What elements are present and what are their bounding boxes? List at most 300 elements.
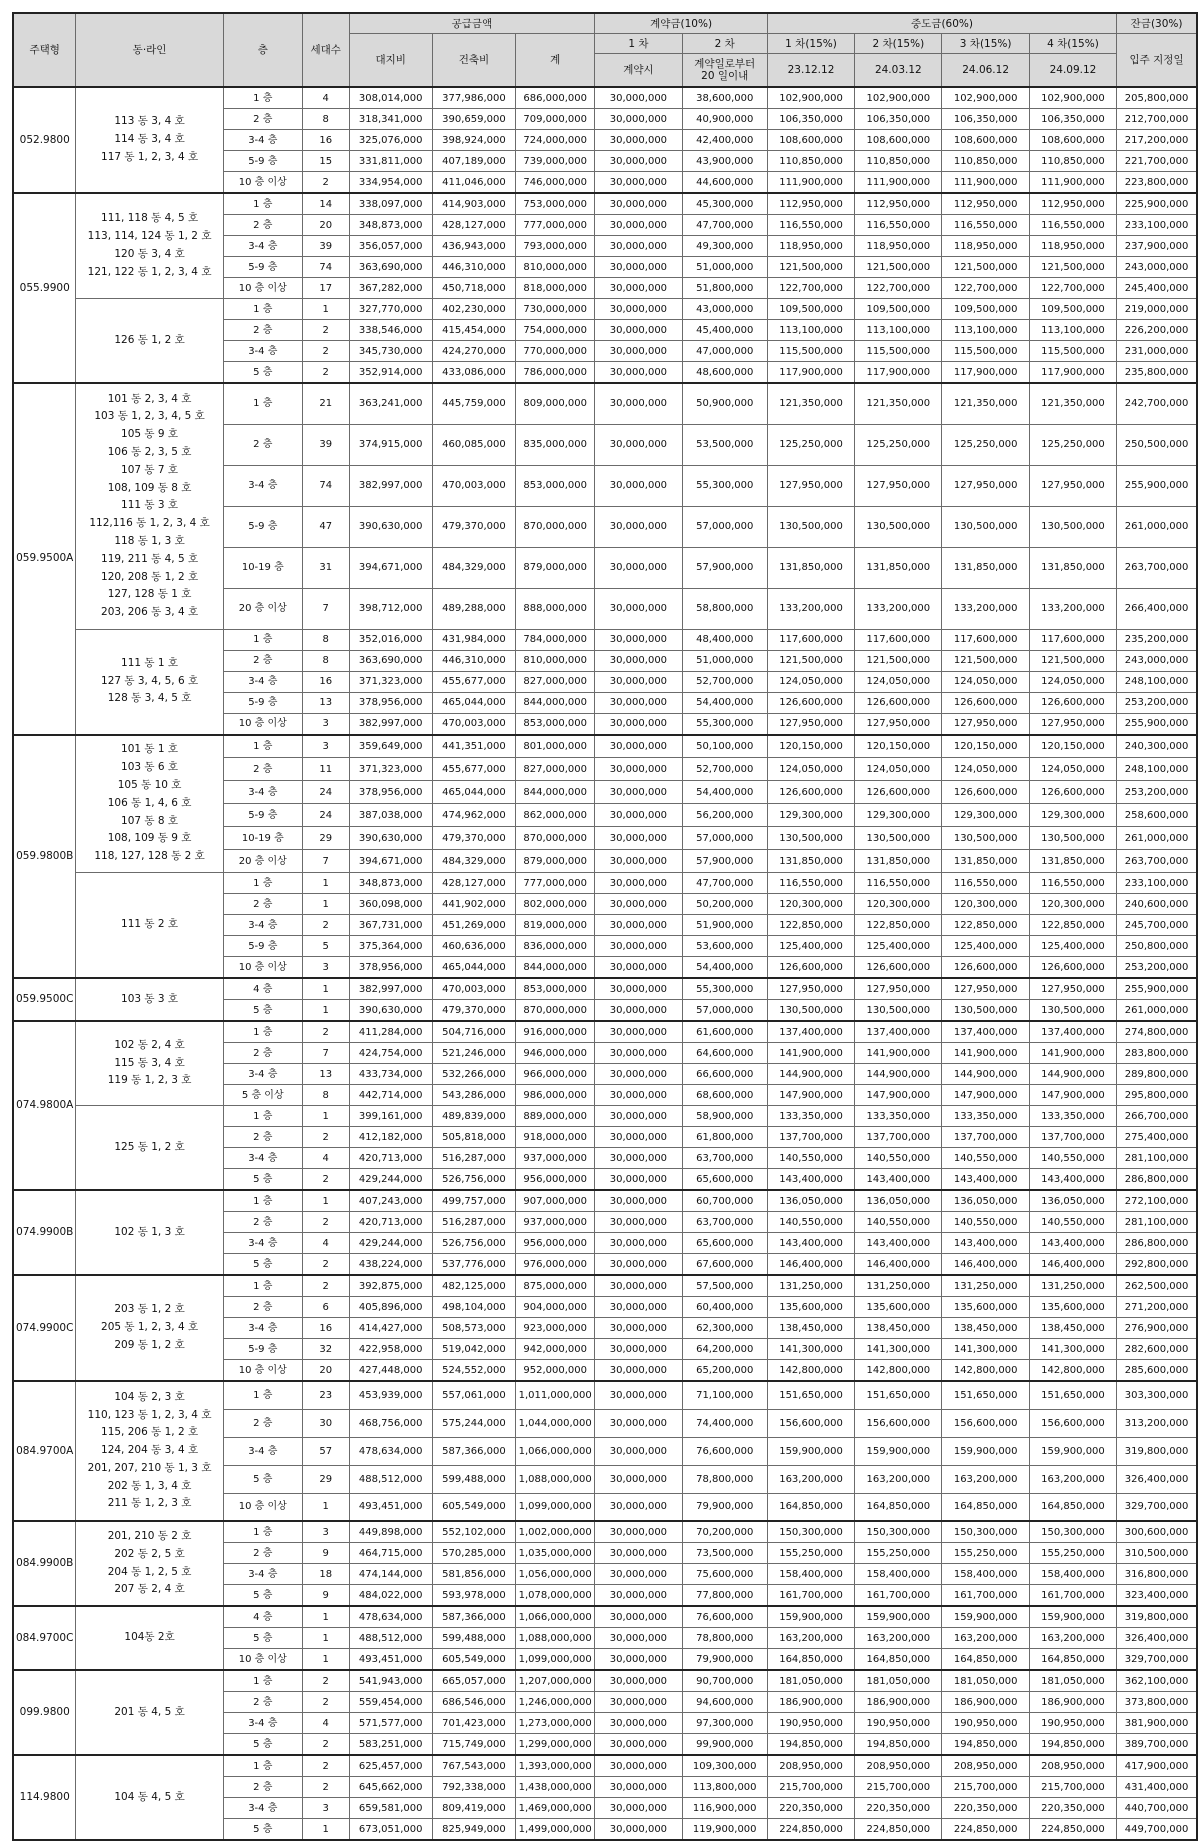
deposit2-cell: 109,300,000 bbox=[682, 1755, 767, 1777]
deposit2-cell: 57,500,000 bbox=[682, 1275, 767, 1297]
floor-cell: 3-4 층 bbox=[223, 236, 302, 257]
dong-line: 201, 207, 210 동 1, 3 호 bbox=[87, 1461, 212, 1474]
land-cell: 390,630,000 bbox=[349, 1000, 432, 1022]
total-cell: 844,000,000 bbox=[516, 957, 595, 979]
building-cell: 451,269,000 bbox=[432, 915, 515, 936]
interim3-cell: 109,500,000 bbox=[942, 299, 1029, 320]
balance-cell: 253,200,000 bbox=[1117, 957, 1197, 979]
total-cell: 870,000,000 bbox=[516, 506, 595, 547]
land-cell: 352,914,000 bbox=[349, 362, 432, 384]
interim1-cell: 106,350,000 bbox=[767, 109, 854, 130]
floor-cell: 3-4 층 bbox=[223, 1064, 302, 1085]
interim1-cell: 141,300,000 bbox=[767, 1339, 854, 1360]
interim3-cell: 140,550,000 bbox=[942, 1212, 1029, 1233]
balance-cell: 286,800,000 bbox=[1117, 1233, 1197, 1254]
land-cell: 464,715,000 bbox=[349, 1543, 432, 1564]
units-cell: 39 bbox=[302, 236, 349, 257]
dong-line: 120, 208 동 1, 2 호 bbox=[101, 570, 199, 583]
interim1-cell: 159,900,000 bbox=[767, 1437, 854, 1465]
interim4-cell: 112,950,000 bbox=[1029, 193, 1116, 215]
dong-line: 102 동 2, 4 호 bbox=[114, 1038, 185, 1051]
interim3-cell: 110,850,000 bbox=[942, 151, 1029, 172]
interim4-cell: 144,900,000 bbox=[1029, 1064, 1116, 1085]
land-cell: 398,712,000 bbox=[349, 588, 432, 629]
total-cell: 956,000,000 bbox=[516, 1233, 595, 1254]
interim2-cell: 127,950,000 bbox=[855, 978, 942, 1000]
deposit2-cell: 62,300,000 bbox=[682, 1318, 767, 1339]
deposit2-cell: 50,100,000 bbox=[682, 735, 767, 758]
interim2-cell: 124,050,000 bbox=[855, 758, 942, 781]
interim2-cell: 158,400,000 bbox=[855, 1564, 942, 1585]
interim1-cell: 118,950,000 bbox=[767, 236, 854, 257]
deposit1-cell: 30,000,000 bbox=[595, 1190, 682, 1212]
dong-line: 204 동 1, 2, 5 호 bbox=[107, 1565, 192, 1578]
total-cell: 956,000,000 bbox=[516, 1169, 595, 1191]
interim1-cell: 117,900,000 bbox=[767, 362, 854, 384]
building-cell: 499,757,000 bbox=[432, 1190, 515, 1212]
deposit1-cell: 30,000,000 bbox=[595, 1585, 682, 1607]
deposit2-cell: 44,600,000 bbox=[682, 172, 767, 194]
balance-cell: 233,100,000 bbox=[1117, 873, 1197, 894]
interim3-cell: 141,900,000 bbox=[942, 1043, 1029, 1064]
floor-cell: 2 층 bbox=[223, 1297, 302, 1318]
interim2-cell: 121,500,000 bbox=[855, 257, 942, 278]
table-body bbox=[13, 87, 1197, 1840]
interim4-cell: 164,850,000 bbox=[1029, 1649, 1116, 1671]
building-cell: 479,370,000 bbox=[432, 506, 515, 547]
land-cell: 378,956,000 bbox=[349, 957, 432, 979]
units-cell: 2 bbox=[302, 320, 349, 341]
deposit1-cell: 30,000,000 bbox=[595, 172, 682, 194]
deposit1-cell: 30,000,000 bbox=[595, 781, 682, 804]
interim1-cell: 111,900,000 bbox=[767, 172, 854, 194]
col-header-land: 대지비 bbox=[349, 34, 432, 88]
interim4-cell: 113,100,000 bbox=[1029, 320, 1116, 341]
building-cell: 557,061,000 bbox=[432, 1381, 515, 1409]
balance-cell: 303,300,000 bbox=[1117, 1381, 1197, 1409]
total-cell: 724,000,000 bbox=[516, 130, 595, 151]
land-cell: 412,182,000 bbox=[349, 1127, 432, 1148]
balance-cell: 219,000,000 bbox=[1117, 299, 1197, 320]
deposit1-cell: 30,000,000 bbox=[595, 151, 682, 172]
interim1-cell: 125,400,000 bbox=[767, 936, 854, 957]
deposit1-cell: 30,000,000 bbox=[595, 1233, 682, 1254]
units-cell: 2 bbox=[302, 1254, 349, 1276]
interim1-cell: 164,850,000 bbox=[767, 1493, 854, 1521]
unit-type-cell: 074.9900C bbox=[13, 1275, 76, 1381]
deposit2-cell: 61,600,000 bbox=[682, 1021, 767, 1043]
building-cell: 484,329,000 bbox=[432, 547, 515, 588]
deposit2-cell: 74,400,000 bbox=[682, 1409, 767, 1437]
interim4-cell: 121,350,000 bbox=[1029, 383, 1116, 424]
table-row bbox=[13, 1606, 1197, 1628]
deposit1-cell: 30,000,000 bbox=[595, 1755, 682, 1777]
balance-cell: 261,000,000 bbox=[1117, 827, 1197, 850]
units-cell: 2 bbox=[302, 1692, 349, 1713]
land-cell: 645,662,000 bbox=[349, 1777, 432, 1798]
total-cell: 946,000,000 bbox=[516, 1043, 595, 1064]
deposit1-cell: 30,000,000 bbox=[595, 1543, 682, 1564]
total-cell: 1,078,000,000 bbox=[516, 1585, 595, 1607]
interim4-cell: 215,700,000 bbox=[1029, 1777, 1116, 1798]
dong-line: 203, 206 동 3, 4 호 bbox=[101, 606, 199, 619]
dong-line: 107 동 8 호 bbox=[121, 814, 179, 827]
deposit1-cell: 30,000,000 bbox=[595, 804, 682, 827]
interim3-cell: 127,950,000 bbox=[942, 713, 1029, 735]
building-cell: 470,003,000 bbox=[432, 465, 515, 506]
dong-line: 113, 114, 124 동 1, 2 호 bbox=[87, 230, 212, 243]
interim2-cell: 144,900,000 bbox=[855, 1064, 942, 1085]
dong-line: 118, 127, 128 동 2 호 bbox=[94, 850, 205, 863]
deposit2-cell: 116,900,000 bbox=[682, 1798, 767, 1819]
land-cell: 484,022,000 bbox=[349, 1585, 432, 1607]
deposit1-cell: 30,000,000 bbox=[595, 109, 682, 130]
land-cell: 427,448,000 bbox=[349, 1360, 432, 1382]
interim3-cell: 159,900,000 bbox=[942, 1606, 1029, 1628]
interim1-cell: 146,400,000 bbox=[767, 1254, 854, 1276]
balance-cell: 253,200,000 bbox=[1117, 781, 1197, 804]
balance-cell: 286,800,000 bbox=[1117, 1169, 1197, 1191]
interim2-cell: 150,300,000 bbox=[855, 1521, 942, 1543]
balance-cell: 300,600,000 bbox=[1117, 1521, 1197, 1543]
interim1-cell: 156,600,000 bbox=[767, 1409, 854, 1437]
interim4-cell: 121,500,000 bbox=[1029, 650, 1116, 671]
interim4-cell: 126,600,000 bbox=[1029, 692, 1116, 713]
interim2-cell: 208,950,000 bbox=[855, 1755, 942, 1777]
land-cell: 429,244,000 bbox=[349, 1233, 432, 1254]
building-cell: 508,573,000 bbox=[432, 1318, 515, 1339]
deposit1-cell: 30,000,000 bbox=[595, 1734, 682, 1756]
balance-cell: 221,700,000 bbox=[1117, 151, 1197, 172]
deposit2-cell: 63,700,000 bbox=[682, 1212, 767, 1233]
units-cell: 8 bbox=[302, 629, 349, 650]
deposit2-cell: 113,800,000 bbox=[682, 1777, 767, 1798]
deposit2-cell: 60,400,000 bbox=[682, 1297, 767, 1318]
total-cell: 786,000,000 bbox=[516, 362, 595, 384]
deposit1-cell: 30,000,000 bbox=[595, 1021, 682, 1043]
units-cell: 2 bbox=[302, 1275, 349, 1297]
dong-line: 118 동 1, 3 호 bbox=[114, 534, 185, 547]
building-cell: 524,552,000 bbox=[432, 1360, 515, 1382]
dong-line: 111 동 2 호 bbox=[121, 918, 179, 931]
balance-cell: 272,100,000 bbox=[1117, 1190, 1197, 1212]
total-cell: 1,299,000,000 bbox=[516, 1734, 595, 1756]
interim3-cell: 186,900,000 bbox=[942, 1692, 1029, 1713]
units-cell: 31 bbox=[302, 547, 349, 588]
interim4-cell: 147,900,000 bbox=[1029, 1085, 1116, 1106]
balance-cell: 243,000,000 bbox=[1117, 650, 1197, 671]
interim4-cell: 117,900,000 bbox=[1029, 362, 1116, 384]
land-cell: 422,958,000 bbox=[349, 1339, 432, 1360]
floor-cell: 1 층 bbox=[223, 873, 302, 894]
interim2-cell: 125,400,000 bbox=[855, 936, 942, 957]
floor-cell: 5-9 층 bbox=[223, 506, 302, 547]
floor-cell: 1 층 bbox=[223, 383, 302, 424]
land-cell: 382,997,000 bbox=[349, 465, 432, 506]
balance-cell: 326,400,000 bbox=[1117, 1465, 1197, 1493]
deposit1-cell: 30,000,000 bbox=[595, 299, 682, 320]
dong-line: 108, 109 동 9 호 bbox=[107, 832, 192, 845]
interim4-cell: 125,400,000 bbox=[1029, 936, 1116, 957]
building-cell: 441,351,000 bbox=[432, 735, 515, 758]
deposit1-cell: 30,000,000 bbox=[595, 915, 682, 936]
building-cell: 411,046,000 bbox=[432, 172, 515, 194]
table-row bbox=[13, 629, 1197, 650]
units-cell: 1 bbox=[302, 1606, 349, 1628]
land-cell: 438,224,000 bbox=[349, 1254, 432, 1276]
deposit2-cell: 97,300,000 bbox=[682, 1713, 767, 1734]
deposit2-cell: 71,100,000 bbox=[682, 1381, 767, 1409]
interim2-cell: 186,900,000 bbox=[855, 1692, 942, 1713]
interim1-cell: 126,600,000 bbox=[767, 781, 854, 804]
building-cell: 552,102,000 bbox=[432, 1521, 515, 1543]
units-cell: 9 bbox=[302, 1543, 349, 1564]
units-cell: 15 bbox=[302, 151, 349, 172]
deposit2-cell: 45,300,000 bbox=[682, 193, 767, 215]
floor-cell: 10 층 이상 bbox=[223, 957, 302, 979]
land-cell: 583,251,000 bbox=[349, 1734, 432, 1756]
floor-cell: 5-9 층 bbox=[223, 151, 302, 172]
deposit1-cell: 30,000,000 bbox=[595, 215, 682, 236]
interim4-cell: 161,700,000 bbox=[1029, 1585, 1116, 1607]
land-cell: 378,956,000 bbox=[349, 781, 432, 804]
table-row bbox=[13, 978, 1197, 1000]
land-cell: 541,943,000 bbox=[349, 1670, 432, 1692]
interim1-cell: 124,050,000 bbox=[767, 758, 854, 781]
dong-line: 105 동 10 호 bbox=[117, 779, 182, 792]
land-cell: 659,581,000 bbox=[349, 1798, 432, 1819]
interim4-cell: 126,600,000 bbox=[1029, 957, 1116, 979]
floor-cell: 2 층 bbox=[223, 424, 302, 465]
interim2-cell: 141,900,000 bbox=[855, 1043, 942, 1064]
interim3-cell: 208,950,000 bbox=[942, 1755, 1029, 1777]
col-header-dong: 동·라인 bbox=[76, 13, 223, 87]
interim2-cell: 142,800,000 bbox=[855, 1360, 942, 1382]
units-cell: 1 bbox=[302, 1493, 349, 1521]
balance-cell: 235,800,000 bbox=[1117, 362, 1197, 384]
land-cell: 433,734,000 bbox=[349, 1064, 432, 1085]
building-cell: 465,044,000 bbox=[432, 692, 515, 713]
deposit1-cell: 30,000,000 bbox=[595, 1297, 682, 1318]
supply-price-table bbox=[12, 12, 1198, 1841]
land-cell: 374,915,000 bbox=[349, 424, 432, 465]
interim3-cell: 122,700,000 bbox=[942, 278, 1029, 299]
floor-cell: 1 층 bbox=[223, 1275, 302, 1297]
interim3-cell: 121,500,000 bbox=[942, 650, 1029, 671]
units-cell: 1 bbox=[302, 1190, 349, 1212]
balance-cell: 282,600,000 bbox=[1117, 1339, 1197, 1360]
interim4-cell: 164,850,000 bbox=[1029, 1493, 1116, 1521]
land-cell: 673,051,000 bbox=[349, 1819, 432, 1841]
deposit2-cell: 76,600,000 bbox=[682, 1437, 767, 1465]
land-cell: 345,730,000 bbox=[349, 341, 432, 362]
floor-cell: 2 층 bbox=[223, 894, 302, 915]
units-cell: 74 bbox=[302, 257, 349, 278]
dong-line-cell bbox=[76, 735, 223, 873]
interim2-cell: 126,600,000 bbox=[855, 957, 942, 979]
floor-cell: 20 층 이상 bbox=[223, 588, 302, 629]
col-header-mid4: 4 차(15%) bbox=[1029, 34, 1116, 54]
units-cell: 1 bbox=[302, 1628, 349, 1649]
units-cell: 18 bbox=[302, 1564, 349, 1585]
building-cell: 526,756,000 bbox=[432, 1233, 515, 1254]
interim3-cell: 131,850,000 bbox=[942, 547, 1029, 588]
building-cell: 484,329,000 bbox=[432, 850, 515, 873]
total-cell: 739,000,000 bbox=[516, 151, 595, 172]
dong-line: 110, 123 동 1, 2, 3, 4 호 bbox=[87, 1408, 212, 1421]
units-cell: 17 bbox=[302, 278, 349, 299]
total-cell: 1,246,000,000 bbox=[516, 1692, 595, 1713]
units-cell: 39 bbox=[302, 424, 349, 465]
deposit2-cell: 47,700,000 bbox=[682, 215, 767, 236]
balance-cell: 323,400,000 bbox=[1117, 1585, 1197, 1607]
floor-cell: 5 층 bbox=[223, 1734, 302, 1756]
deposit1-cell: 30,000,000 bbox=[595, 850, 682, 873]
interim2-cell: 102,900,000 bbox=[855, 87, 942, 109]
col-header-mid1: 1 차(15%) bbox=[767, 34, 854, 54]
interim1-cell: 190,950,000 bbox=[767, 1713, 854, 1734]
col-header-type: 주택형 bbox=[13, 13, 76, 87]
deposit1-cell: 30,000,000 bbox=[595, 236, 682, 257]
deposit2-cell: 79,900,000 bbox=[682, 1649, 767, 1671]
interim1-cell: 155,250,000 bbox=[767, 1543, 854, 1564]
interim4-cell: 129,300,000 bbox=[1029, 804, 1116, 827]
balance-cell: 310,500,000 bbox=[1117, 1543, 1197, 1564]
interim2-cell: 137,400,000 bbox=[855, 1021, 942, 1043]
interim1-cell: 135,600,000 bbox=[767, 1297, 854, 1318]
floor-cell: 1 층 bbox=[223, 1670, 302, 1692]
deposit1-cell: 30,000,000 bbox=[595, 758, 682, 781]
building-cell: 825,949,000 bbox=[432, 1819, 515, 1841]
deposit1-cell: 30,000,000 bbox=[595, 1127, 682, 1148]
floor-cell: 10 층 이상 bbox=[223, 1649, 302, 1671]
building-cell: 599,488,000 bbox=[432, 1465, 515, 1493]
interim1-cell: 137,700,000 bbox=[767, 1127, 854, 1148]
building-cell: 433,086,000 bbox=[432, 362, 515, 384]
total-cell: 918,000,000 bbox=[516, 1127, 595, 1148]
interim1-cell: 112,950,000 bbox=[767, 193, 854, 215]
deposit1-cell: 30,000,000 bbox=[595, 130, 682, 151]
land-cell: 420,713,000 bbox=[349, 1148, 432, 1169]
interim1-cell: 150,300,000 bbox=[767, 1521, 854, 1543]
dong-line: 113 동 3, 4 호 bbox=[114, 115, 185, 128]
interim1-cell: 129,300,000 bbox=[767, 804, 854, 827]
interim2-cell: 110,850,000 bbox=[855, 151, 942, 172]
interim1-cell: 124,050,000 bbox=[767, 671, 854, 692]
dong-line: 103 동 3 호 bbox=[121, 992, 179, 1005]
deposit2-cell: 51,000,000 bbox=[682, 257, 767, 278]
land-cell: 405,896,000 bbox=[349, 1297, 432, 1318]
dong-line: 105 동 9 호 bbox=[121, 428, 179, 441]
building-cell: 715,749,000 bbox=[432, 1734, 515, 1756]
dong-line: 120 동 3, 4 호 bbox=[114, 248, 185, 260]
interim3-cell: 118,950,000 bbox=[942, 236, 1029, 257]
dong-line: 209 동 1, 2 호 bbox=[114, 1338, 185, 1351]
building-cell: 489,839,000 bbox=[432, 1106, 515, 1127]
dong-line-cell bbox=[76, 1381, 223, 1521]
units-cell: 1 bbox=[302, 873, 349, 894]
building-cell: 587,366,000 bbox=[432, 1437, 515, 1465]
units-cell: 2 bbox=[302, 341, 349, 362]
interim3-cell: 146,400,000 bbox=[942, 1254, 1029, 1276]
interim4-cell: 141,900,000 bbox=[1029, 1043, 1116, 1064]
units-cell: 29 bbox=[302, 1465, 349, 1493]
deposit2-cell: 51,800,000 bbox=[682, 278, 767, 299]
deposit1-cell: 30,000,000 bbox=[595, 1000, 682, 1022]
building-cell: 450,718,000 bbox=[432, 278, 515, 299]
floor-cell: 1 층 bbox=[223, 1381, 302, 1409]
interim4-cell: 102,900,000 bbox=[1029, 87, 1116, 109]
interim4-cell: 141,300,000 bbox=[1029, 1339, 1116, 1360]
table-row bbox=[13, 1106, 1197, 1127]
balance-cell: 285,600,000 bbox=[1117, 1360, 1197, 1382]
units-cell: 2 bbox=[302, 1212, 349, 1233]
interim2-cell: 127,950,000 bbox=[855, 465, 942, 506]
units-cell: 11 bbox=[302, 758, 349, 781]
interim3-cell: 143,400,000 bbox=[942, 1233, 1029, 1254]
interim3-cell: 147,900,000 bbox=[942, 1085, 1029, 1106]
building-cell: 414,903,000 bbox=[432, 193, 515, 215]
interim2-cell: 130,500,000 bbox=[855, 827, 942, 850]
building-cell: 441,902,000 bbox=[432, 894, 515, 915]
dong-line: 211 동 1, 2, 3 호 bbox=[107, 1497, 192, 1510]
balance-cell: 250,800,000 bbox=[1117, 936, 1197, 957]
interim1-cell: 208,950,000 bbox=[767, 1755, 854, 1777]
floor-cell: 10 층 이상 bbox=[223, 278, 302, 299]
building-cell: 792,338,000 bbox=[432, 1777, 515, 1798]
interim1-cell: 122,850,000 bbox=[767, 915, 854, 936]
dong-line: 112,116 동 1, 2, 3, 4 호 bbox=[89, 517, 210, 530]
land-cell: 371,323,000 bbox=[349, 758, 432, 781]
building-cell: 532,266,000 bbox=[432, 1064, 515, 1085]
interim2-cell: 118,950,000 bbox=[855, 236, 942, 257]
dong-line: 114 동 3, 4 호 bbox=[114, 133, 185, 146]
total-cell: 1,499,000,000 bbox=[516, 1819, 595, 1841]
interim3-cell: 215,700,000 bbox=[942, 1777, 1029, 1798]
interim2-cell: 159,900,000 bbox=[855, 1606, 942, 1628]
units-cell: 3 bbox=[302, 957, 349, 979]
dong-line: 128 동 3, 4, 5 호 bbox=[107, 692, 192, 705]
interim3-cell: 163,200,000 bbox=[942, 1465, 1029, 1493]
interim1-cell: 186,900,000 bbox=[767, 1692, 854, 1713]
interim4-cell: 121,500,000 bbox=[1029, 257, 1116, 278]
total-cell: 1,273,000,000 bbox=[516, 1713, 595, 1734]
interim1-cell: 102,900,000 bbox=[767, 87, 854, 109]
interim1-cell: 127,950,000 bbox=[767, 713, 854, 735]
dong-line: 103 동 6 호 bbox=[121, 761, 179, 774]
deposit1-cell: 30,000,000 bbox=[595, 320, 682, 341]
deposit1-cell: 30,000,000 bbox=[595, 257, 682, 278]
dong-line: 106 동 1, 4, 6 호 bbox=[107, 796, 192, 809]
land-cell: 387,038,000 bbox=[349, 804, 432, 827]
interim2-cell: 121,500,000 bbox=[855, 650, 942, 671]
deposit1-cell: 30,000,000 bbox=[595, 193, 682, 215]
units-cell: 2 bbox=[302, 362, 349, 384]
building-cell: 446,310,000 bbox=[432, 650, 515, 671]
interim4-cell: 186,900,000 bbox=[1029, 1692, 1116, 1713]
deposit2-cell: 60,700,000 bbox=[682, 1190, 767, 1212]
balance-cell: 248,100,000 bbox=[1117, 671, 1197, 692]
interim2-cell: 133,350,000 bbox=[855, 1106, 942, 1127]
interim3-cell: 102,900,000 bbox=[942, 87, 1029, 109]
deposit1-cell: 30,000,000 bbox=[595, 629, 682, 650]
total-cell: 952,000,000 bbox=[516, 1360, 595, 1382]
interim4-cell: 115,500,000 bbox=[1029, 341, 1116, 362]
interim1-cell: 140,550,000 bbox=[767, 1212, 854, 1233]
floor-cell: 1 층 bbox=[223, 299, 302, 320]
units-cell: 16 bbox=[302, 130, 349, 151]
deposit2-cell: 40,900,000 bbox=[682, 109, 767, 130]
